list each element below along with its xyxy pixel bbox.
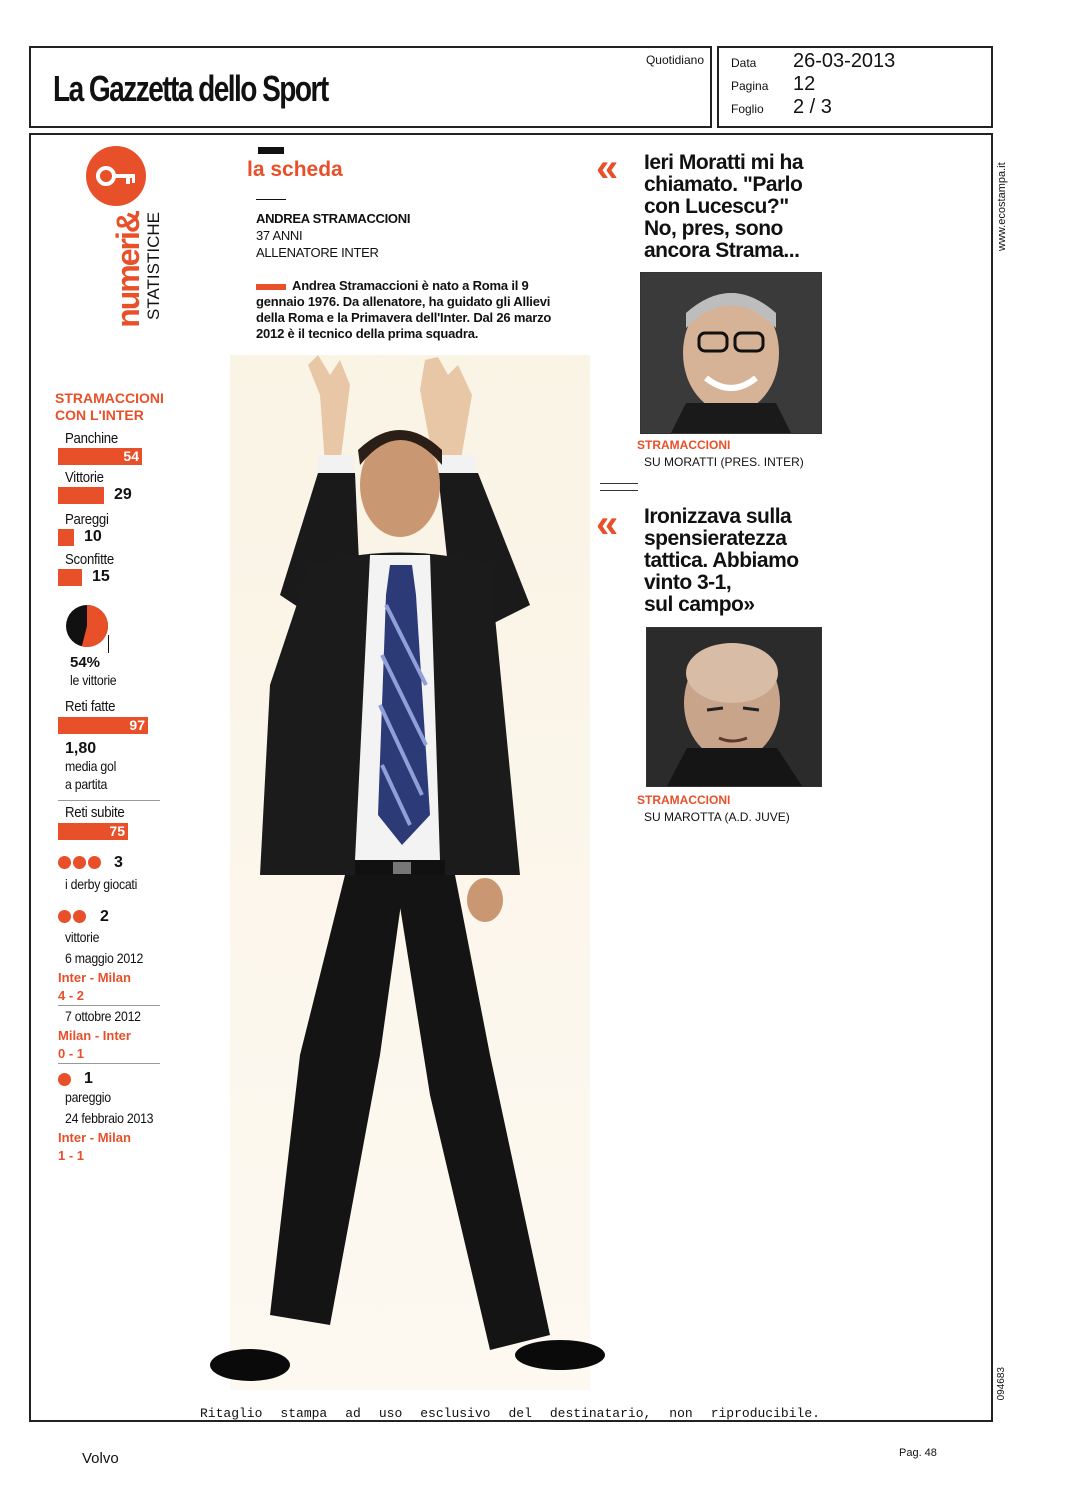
dot-icon: [58, 856, 71, 869]
section-heading-big: numeri&: [110, 212, 146, 328]
stats-heading-1: STRAMACCIONI: [55, 390, 164, 406]
derby3-date: 24 febbraio 2013: [65, 1110, 154, 1126]
footer-word: Ritaglio: [200, 1406, 263, 1421]
vittorie-bar: [58, 487, 104, 504]
derby1-date: 6 maggio 2012: [65, 950, 144, 966]
pct-value: 54%: [70, 654, 101, 671]
panchine-label: Panchine: [65, 430, 118, 447]
pareggio-label: pareggio: [65, 1089, 111, 1105]
derby2-date: 7 ottobre 2012: [65, 1008, 141, 1024]
side-url: www.ecostampa.it: [996, 162, 1008, 251]
media-label-2: a partita: [65, 776, 108, 792]
reti-subite-label: Reti subite: [65, 804, 125, 821]
vittorie-derby-value: 2: [100, 908, 109, 925]
derby3-score: 1 - 1: [58, 1148, 85, 1163]
date-label: Data: [731, 56, 757, 70]
vittorie-label: Vittorie: [65, 469, 104, 486]
pareggi-label: Pareggi: [65, 511, 109, 528]
footer-word: del: [508, 1406, 532, 1421]
quote-1-line: con Lucescu?": [644, 195, 789, 218]
pct-label: le vittorie: [70, 672, 117, 688]
person-age: 37 ANNI: [256, 228, 303, 243]
section-heading-small: STATISTICHE: [144, 212, 163, 320]
derby-label: i derby giocati: [65, 876, 138, 892]
derby2-score: 0 - 1: [58, 1046, 85, 1061]
divider: [58, 1005, 160, 1006]
sconfitte-value: 15: [92, 568, 110, 585]
person-name: ANDREA STRAMACCIONI: [256, 211, 411, 226]
newspaper-header: [29, 46, 712, 128]
scheda-rule: [256, 199, 286, 200]
bio-body: Andrea Stramaccioni è nato a Roma il 9 gennaio 1976. Da allenatore, ha guidato gli Allievi della Roma e la Primavera dell'Inter. Dal 26 marzo 2012 è il tecnico della prima squadra.: [256, 278, 552, 341]
sconfitte-bar: [58, 569, 82, 586]
key-icon: [86, 146, 146, 206]
quote-mark-2: «: [596, 502, 619, 546]
derby-value: 3: [114, 854, 123, 871]
quote-2-sub: SU MAROTTA (A.D. JUVE): [644, 810, 790, 824]
page-label: Pagina: [731, 79, 769, 93]
panchine-bar: 54: [58, 448, 142, 465]
dot-icon: [88, 856, 101, 869]
pie-pointer: [108, 635, 109, 653]
newspaper-logo: La Gazzetta dello Sport: [53, 68, 328, 109]
quote-1: [644, 152, 803, 262]
sheet-label: Foglio: [731, 102, 764, 116]
victory-pie-chart: [64, 603, 110, 649]
bio-marker: [256, 284, 286, 290]
page-value: 12: [793, 73, 816, 95]
footer-word: non: [669, 1406, 693, 1421]
quote-2-author: STRAMACCIONI: [637, 793, 731, 807]
divider: [58, 800, 160, 801]
quote-2-line: vinto 3-1,: [644, 571, 732, 594]
bio-text: [256, 278, 556, 342]
footer-word: stampa: [280, 1406, 328, 1421]
divider: [600, 490, 638, 491]
side-code: 094683: [996, 1367, 1007, 1401]
pareggi-bar: [58, 529, 74, 546]
dot-icon: [73, 910, 86, 923]
quote-2-line: sul campo»: [644, 593, 755, 616]
quote-2-line: tattica. Abbiamo: [644, 549, 799, 572]
dot-icon: [58, 910, 71, 923]
quote-2-line: Ironizzava sulla: [644, 505, 792, 528]
moratti-photo: [640, 272, 822, 434]
scheda-bar: [258, 147, 284, 154]
quote-2-line: spensieratezza: [644, 527, 787, 550]
date-value: 26-03-2013: [793, 50, 896, 72]
derby-dots: [58, 856, 103, 874]
marotta-photo: [646, 627, 822, 787]
divider: [600, 483, 638, 484]
stats-heading-2: CON L'INTER: [55, 407, 144, 423]
footer-word: ad: [345, 1406, 361, 1421]
stramaccioni-photo: [190, 355, 630, 1390]
quote-2: [644, 506, 799, 616]
derby1-score: 4 - 2: [58, 988, 85, 1003]
vittorie-derby-label: vittorie: [65, 929, 100, 945]
reti-subite-bar: 75: [58, 823, 128, 840]
section-heading: [110, 212, 166, 357]
sconfitte-label: Sconfitte: [65, 551, 114, 568]
footer-note: [200, 1406, 820, 1421]
footer-word: destinatario,: [549, 1406, 652, 1421]
quote-1-line: Ieri Moratti mi ha: [644, 151, 804, 174]
bottom-page: Pag. 48: [899, 1447, 937, 1459]
dot-icon: [73, 856, 86, 869]
scheda-title: la scheda: [247, 158, 343, 181]
quote-1-sub: SU MORATTI (PRES. INTER): [644, 455, 804, 469]
quote-mark-1: «: [596, 146, 619, 190]
quote-1-author: STRAMACCIONI: [637, 438, 731, 452]
win-dots: [58, 910, 88, 928]
reti-fatte-bar: 97: [58, 717, 148, 734]
footer-word: esclusivo: [420, 1406, 491, 1421]
dot-icon: [58, 1073, 71, 1086]
derby3-match: Inter - Milan: [58, 1130, 131, 1145]
person-role: ALLENATORE INTER: [256, 245, 379, 260]
media-value: 1,80: [65, 740, 97, 757]
quote-1-line: chiamato. "Parlo: [644, 173, 803, 196]
divider: [58, 1063, 160, 1064]
header-meta: [717, 46, 993, 128]
footer-word: riproducibile.: [710, 1406, 820, 1421]
sheet-value: 2 / 3: [793, 96, 832, 118]
quote-1-line: ancora Strama...: [644, 239, 800, 262]
pareggi-value: 10: [84, 528, 102, 545]
pareggio-value: 1: [84, 1070, 93, 1087]
derby1-match: Inter - Milan: [58, 970, 131, 985]
media-label-1: media gol: [65, 758, 117, 774]
reti-fatte-label: Reti fatte: [65, 698, 116, 715]
footer-word: uso: [378, 1406, 403, 1421]
publication-type: Quotidiano: [645, 53, 704, 67]
quote-1-line: No, pres, sono: [644, 217, 783, 240]
bottom-brand: Volvo: [82, 1450, 119, 1467]
derby2-match: Milan - Inter: [58, 1028, 131, 1043]
vittorie-value: 29: [114, 486, 132, 503]
